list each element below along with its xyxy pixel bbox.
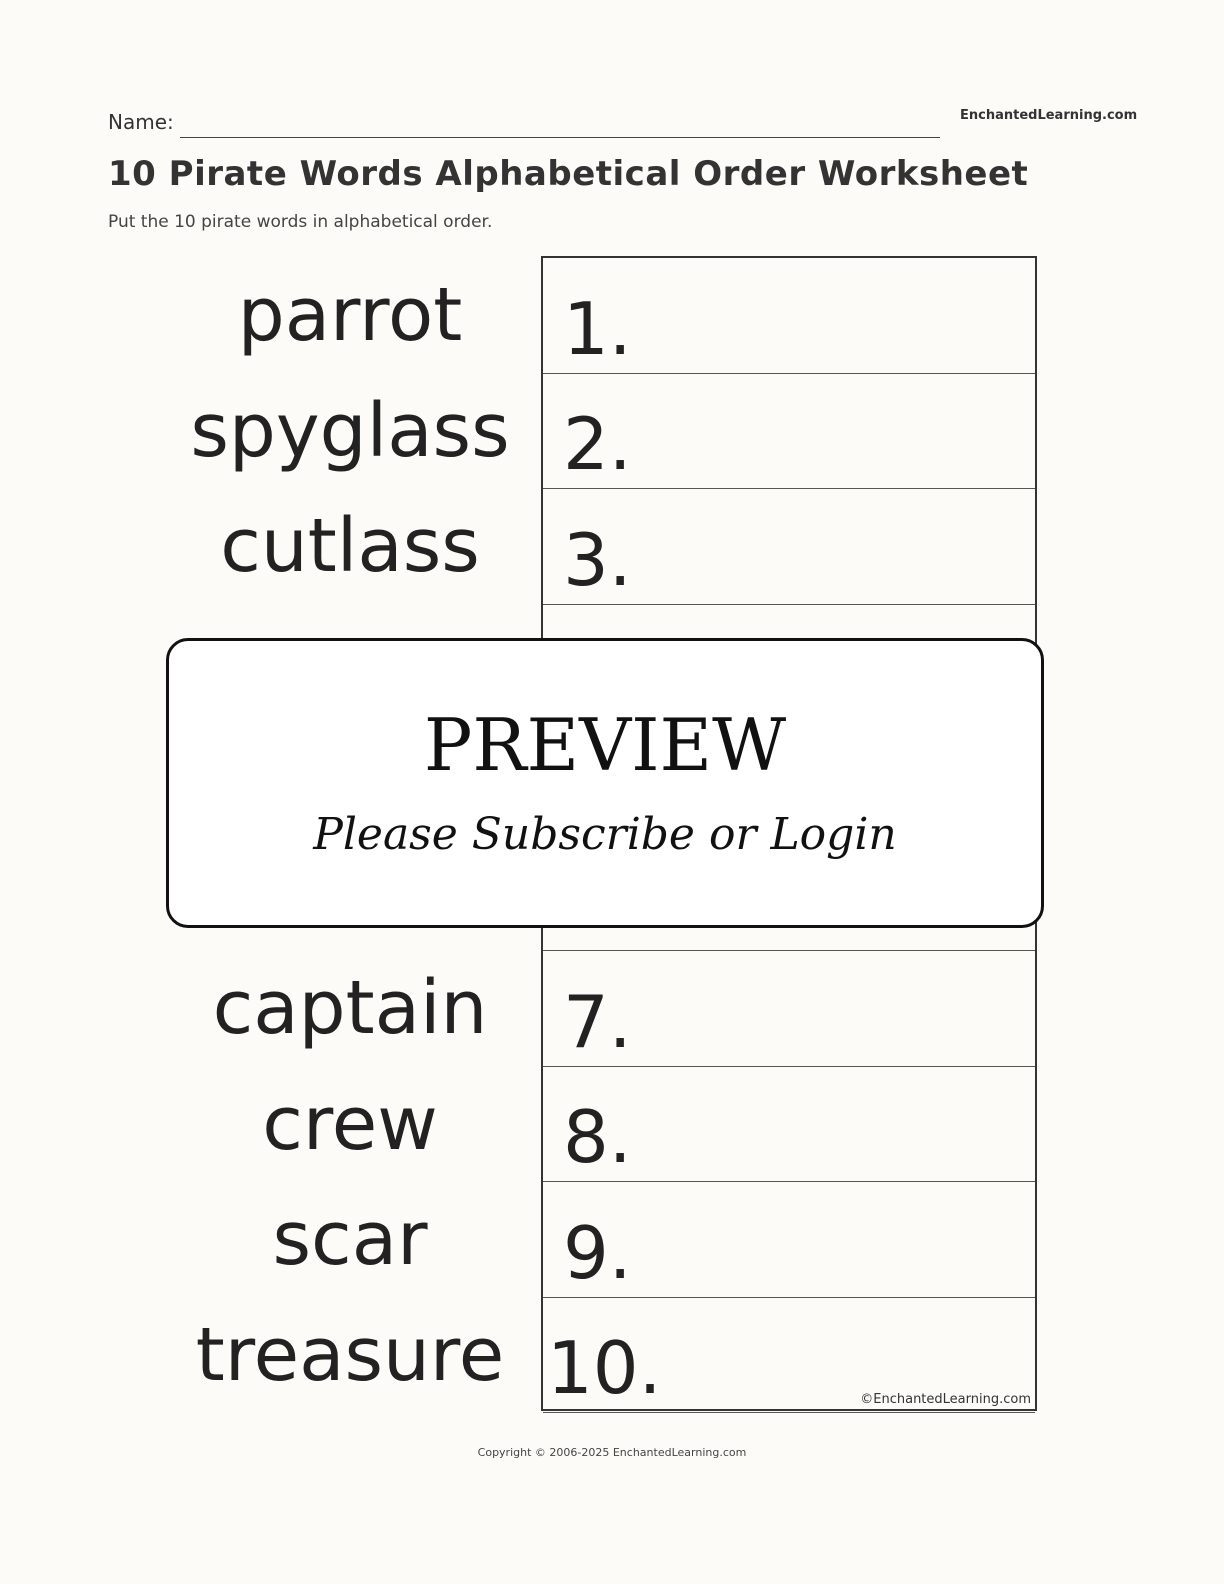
instructions: Put the 10 pirate words in alphabetical order. <box>108 212 493 232</box>
word-item: crew <box>262 1080 438 1167</box>
word-item: spyglass <box>190 387 510 474</box>
answer-row[interactable] <box>543 489 1035 605</box>
name-line[interactable] <box>180 137 940 138</box>
copyright: Copyright © 2006-2025 EnchantedLearning.com <box>477 1446 747 1459</box>
answer-row[interactable] <box>543 374 1035 490</box>
answer-number: 2. <box>563 402 632 486</box>
word-item: treasure <box>195 1311 505 1398</box>
answer-row[interactable] <box>543 258 1035 374</box>
subscribe-login-prompt[interactable]: Please Subscribe or Login <box>313 809 897 860</box>
answer-number: 3. <box>563 517 632 602</box>
site-name: EnchantedLearning.com <box>960 108 1138 123</box>
answer-row[interactable] <box>543 1067 1035 1183</box>
answer-row[interactable] <box>543 1182 1035 1298</box>
answer-number: 7. <box>563 979 632 1064</box>
answer-number: 9. <box>563 1210 632 1295</box>
preview-title: PREVIEW <box>423 703 787 787</box>
word-item: scar <box>272 1196 428 1282</box>
box-watermark: ©EnchantedLearning.com <box>860 1392 1031 1407</box>
word-item: captain <box>212 965 488 1051</box>
page-title: 10 Pirate Words Alphabetical Order Worksheet <box>108 154 1029 194</box>
answer-number: 10. <box>547 1326 662 1410</box>
answer-row[interactable] <box>543 951 1035 1067</box>
word-item: cutlass <box>220 503 480 589</box>
name-label: Name: <box>108 110 174 134</box>
preview-overlay[interactable] <box>166 638 1044 928</box>
word-item: parrot <box>237 272 463 358</box>
answer-number: 1. <box>563 286 632 371</box>
answer-number: 8. <box>563 1095 632 1179</box>
answer-number <box>543 942 563 950</box>
